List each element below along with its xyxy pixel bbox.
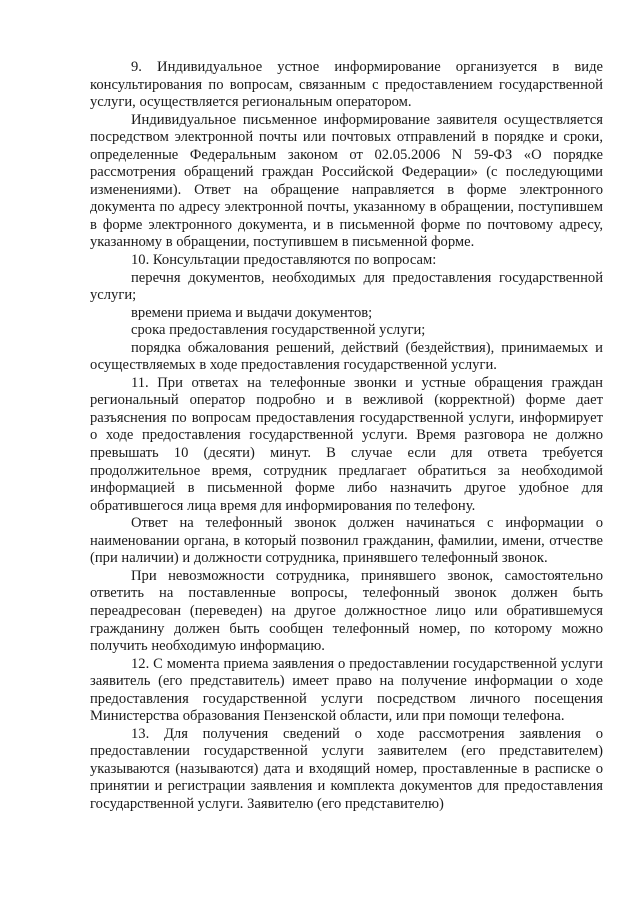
list-item-appeal-procedure: порядка обжалования решений, действий (бездействия), принимаемых и осуществляемых в ходе предоставления государственной услуги. (90, 339, 603, 374)
paragraph-phone-answer: Ответ на телефонный звонок должен начинаться с информации о наименовании органа, в который позвонил гражданин, фамилии, имени, отчестве (при наличии) и должности сотрудника, принявшего телефонный звонок. (90, 515, 603, 567)
paragraph-10: 10. Консультации предоставляются по вопросам: (131, 252, 437, 269)
list-item-service-term: срока предоставления государственной услуги; (131, 322, 426, 339)
paragraph-written-informing: Индивидуальное письменное информирование заявителя осуществляется посредством электронной почты или почтовых отправлений в порядке и сроки, определенные Федеральным законом от 02.05.2006 N 59-ФЗ «О порядке рассмотрения обращений граждан Российской Федерации» (с последующими изменениями). Ответ на обращение направляется в форме электронного документа по адресу электронной почты, указанному в обращении, поступившем в форме электронного документа, и в письменной форме по почтовому адресу, указанному в обращении, поступившем в письменной форме. (90, 111, 603, 251)
paragraph-12: 12. С момента приема заявления о предоставлении государственной услуги заявитель (его представитель) имеет право на получение информации о ходе предоставления государственной услуги посредством личного посещения Министерства образования Пензенской области, или при помощи телефона. (90, 655, 603, 725)
document-page (90, 59, 603, 814)
paragraph-13: 13. Для получения сведений о ходе рассмотрения заявления о предоставлении государственной услуги заявителем (его представителем) указываются (называются) дата и входящий номер, проставленные в расписке о принятии и регистрации заявления и комплекта документов для предоставления государственной услуги. Заявителю (его представителю) (90, 725, 603, 812)
list-item-reception-time: времени приема и выдачи документов; (131, 304, 373, 321)
paragraph-call-redirect: При невозможности сотрудника, принявшего звонок, самостоятельно ответить на поставленные вопросы, телефонный звонок должен быть переадресован (переведен) на другое должностное лицо или обратившемуся гражданину должен быть сообщен телефонный номер, по которому можно получить необходимую информацию. (90, 567, 603, 655)
list-item-documents: перечня документов, необходимых для предоставления государственной услуги; (90, 269, 603, 304)
paragraph-11: 11. При ответах на телефонные звонки и устные обращения граждан региональный оператор подробно и в вежливой (корректной) форме дает разъяснения по вопросам предоставления государственной услуги, информирует о ходе предоставления государственной услуги. Время разговора не должно превышать 10 (десяти) минут. В случае если для ответа требуется продолжительное время, сотрудник предлагает обратиться за необходимой информацией в письменной форме либо назначить другое удобное для обратившегося лица время для информирования по телефону. (90, 374, 603, 514)
paragraph-9: 9. Индивидуальное устное информирование организуется в виде консультирования по вопросам, связанным с предоставлением государственной услуги, осуществляется региональным оператором. (90, 59, 603, 111)
